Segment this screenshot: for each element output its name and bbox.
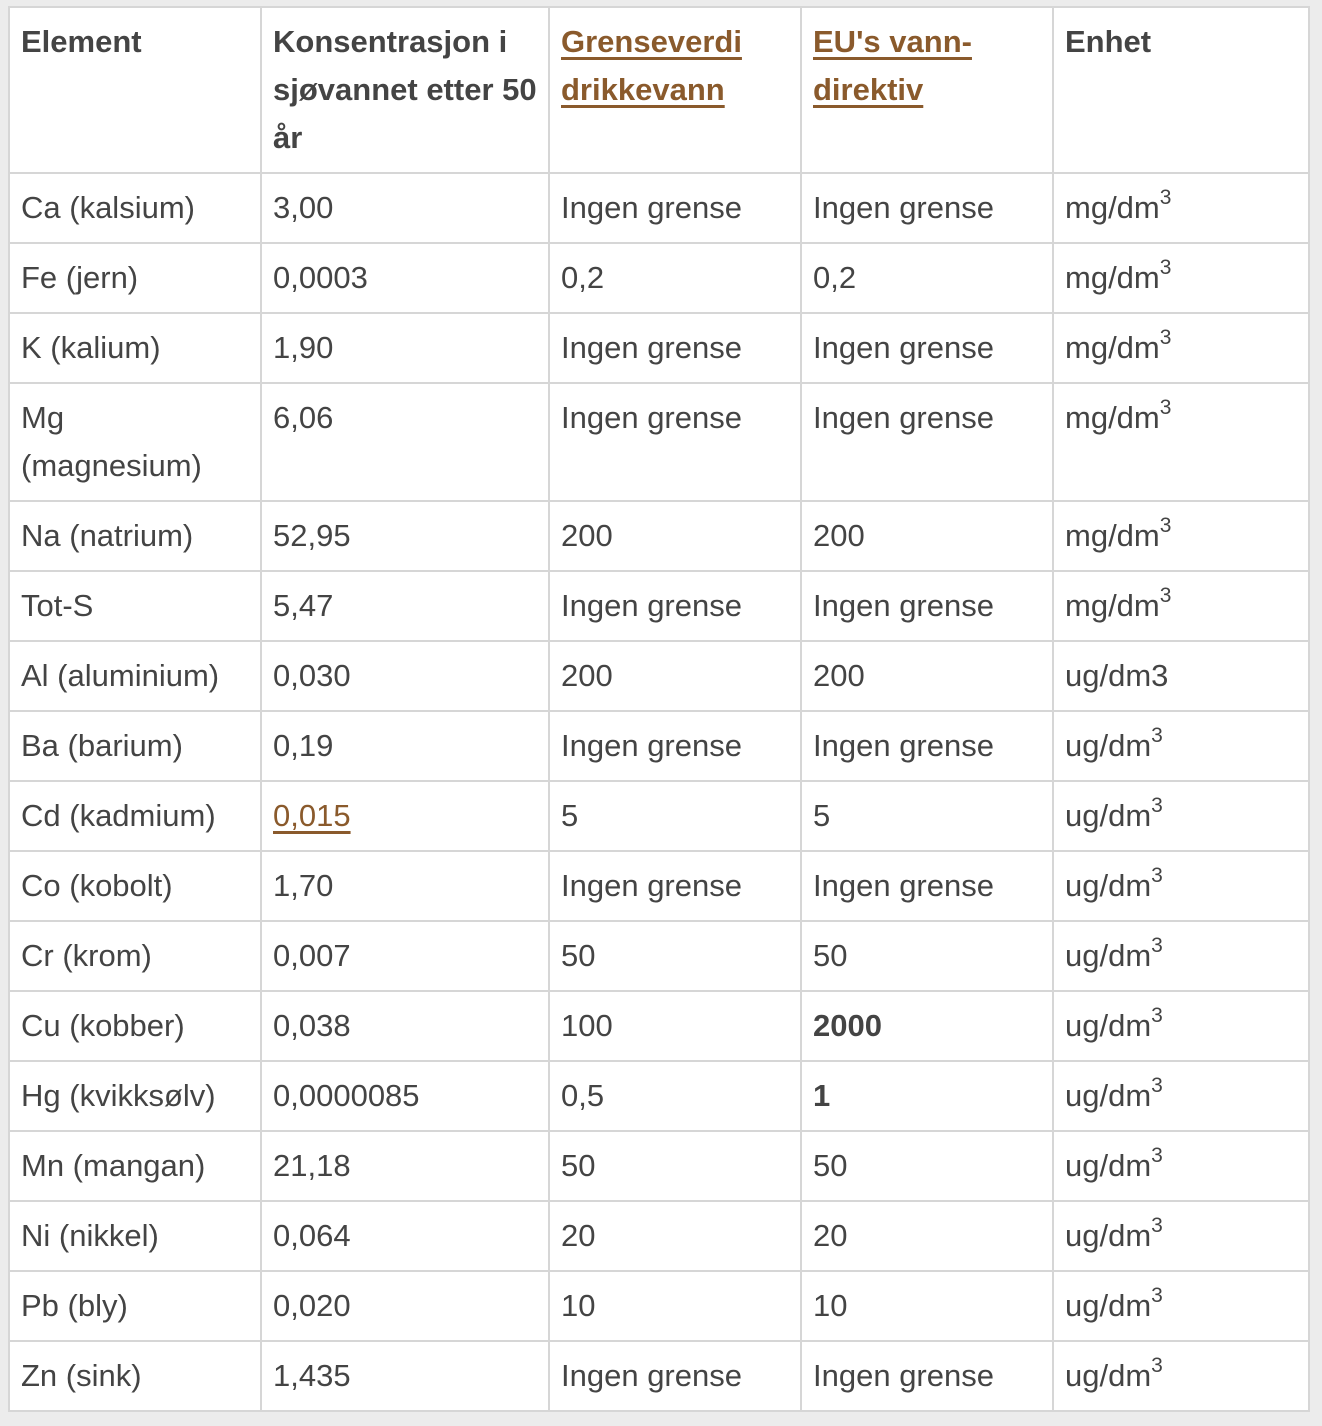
table-row [9,781,1309,851]
konsentrasjon-cell [261,711,549,781]
enhet-cell [1053,1061,1309,1131]
enhet-cell [1053,501,1309,571]
unit-base: ug/dm [1065,868,1152,903]
enhet-cell [1053,711,1309,781]
konsentrasjon-cell [261,1201,549,1271]
grenseverdi-value: 50 [561,1148,596,1183]
header-element-label: Element [21,24,142,59]
konsentrasjon-cell [261,571,549,641]
eu-direktiv-value: 1 [813,1078,831,1113]
enhet-cell [1053,1341,1309,1411]
unit-base: mg/dm [1065,518,1160,553]
header-konsentrasjon [261,7,549,173]
konsentrasjon-cell [261,991,549,1061]
element-cell [9,173,261,243]
eu-direktiv-value: Ingen grense [813,728,994,763]
enhet-cell [1053,1271,1309,1341]
unit-base: ug/dm [1065,1358,1152,1393]
grenseverdi-cell [549,1341,801,1411]
grenseverdi-cell [549,243,801,313]
grenseverdi-value: Ingen grense [561,400,742,435]
eu-direktiv-value: 50 [813,938,848,973]
element-value: Al (aluminium) [21,658,220,693]
enhet-cell [1053,991,1309,1061]
element-table-container [8,6,1308,1412]
grenseverdi-value: Ingen grense [561,190,742,225]
konsentrasjon-cell [261,313,549,383]
enhet-cell [1053,1131,1309,1201]
grenseverdi-value: 0,5 [561,1078,605,1113]
enhet-cell [1053,851,1309,921]
konsentrasjon-cell [261,383,549,501]
grenseverdi-value: 20 [561,1218,596,1253]
table-row [9,173,1309,243]
unit-exponent: 3 [1151,793,1163,817]
unit-base: mg/dm [1065,400,1160,435]
unit-base: ug/dm [1065,798,1152,833]
table-row [9,991,1309,1061]
unit-base: ug/dm [1065,1218,1152,1253]
unit-exponent: 3 [1151,1283,1163,1307]
eu-direktiv-value: 5 [813,798,831,833]
eu-direktiv-value: Ingen grense [813,1358,994,1393]
eu-direktiv-cell [801,501,1053,571]
grenseverdi-value: Ingen grense [561,868,742,903]
konsentrasjon-value: 5,47 [273,588,334,623]
konsentrasjon-value: 0,064 [273,1218,351,1253]
eu-direktiv-cell [801,1131,1053,1201]
unit-base: ug/dm [1065,938,1152,973]
eu-direktiv-value: 0,2 [813,260,857,295]
element-cell [9,991,261,1061]
header-eu-direktiv [801,7,1053,173]
element-cell [9,921,261,991]
enhet-cell [1053,243,1309,313]
konsentrasjon-value: 0,038 [273,1008,351,1043]
table-row [9,711,1309,781]
enhet-cell [1053,921,1309,991]
grenseverdi-value: 200 [561,518,613,553]
element-cell [9,711,261,781]
konsentrasjon-cell [261,1061,549,1131]
konsentrasjon-cell [261,921,549,991]
konsentrasjon-cell [261,243,549,313]
grenseverdi-cell [549,781,801,851]
unit-base: mg/dm [1065,330,1160,365]
table-row [9,851,1309,921]
unit-exponent: 3 [1159,325,1172,349]
unit-exponent: 3 [1159,513,1172,537]
grenseverdi-value: 5 [561,798,579,833]
grenseverdi-value: 100 [561,1008,613,1043]
element-value: Mg (magnesium) [21,400,202,483]
header-enhet-label: Enhet [1065,24,1152,59]
eu-direktiv-value: 200 [813,658,865,693]
element-cell [9,313,261,383]
unit-exponent: 3 [1151,1353,1163,1377]
unit-base: ug/dm3 [1065,658,1169,693]
konsentrasjon-value: 0,19 [273,728,334,763]
grenseverdi-cell [549,991,801,1061]
element-cell [9,383,261,501]
table-row [9,243,1309,313]
unit-base: ug/dm [1065,1148,1152,1183]
eu-direktiv-cell [801,571,1053,641]
table-header-row [9,7,1309,173]
enhet-cell [1053,641,1309,711]
element-value: K (kalium) [21,330,161,365]
header-enhet [1053,7,1309,173]
table-row [9,501,1309,571]
konsentrasjon-value: 0,020 [273,1288,351,1323]
konsentrasjon-cell [261,501,549,571]
eu-direktiv-value: 200 [813,518,865,553]
eu-direktiv-cell [801,1061,1053,1131]
konsentrasjon-value: 1,70 [273,868,334,903]
element-cell [9,781,261,851]
konsentrasjon-cell [261,641,549,711]
eu-direktiv-cell [801,1271,1053,1341]
unit-exponent: 3 [1151,1213,1163,1237]
element-value: Ba (barium) [21,728,183,763]
element-cell [9,1271,261,1341]
element-value: Hg (kvikksølv) [21,1078,216,1113]
unit-exponent: 3 [1159,255,1172,279]
unit-exponent: 3 [1151,723,1163,747]
grenseverdi-cell [549,711,801,781]
grenseverdi-cell [549,1131,801,1201]
konsentrasjon-value: 0,030 [273,658,351,693]
grenseverdi-value: Ingen grense [561,588,742,623]
unit-exponent: 3 [1151,1073,1163,1097]
element-cell [9,1131,261,1201]
table-row [9,1341,1309,1411]
eu-direktiv-value: Ingen grense [813,868,994,903]
grenseverdi-cell [549,851,801,921]
unit-exponent: 3 [1151,933,1163,957]
konsentrasjon-cell [261,1131,549,1201]
eu-direktiv-value: Ingen grense [813,588,994,623]
table-row [9,313,1309,383]
eu-direktiv-cell [801,921,1053,991]
grenseverdi-value: Ingen grense [561,330,742,365]
element-cell [9,1061,261,1131]
konsentrasjon-cell [261,1271,549,1341]
enhet-cell [1053,383,1309,501]
header-grenseverdi [549,7,801,173]
element-value: Tot-S [21,588,94,623]
eu-vanndirektiv-link[interactable]: EU's vann-direktiv [813,24,972,107]
konsentrasjon-value: 6,06 [273,400,334,435]
element-cell [9,641,261,711]
element-cell [9,501,261,571]
eu-direktiv-value: 50 [813,1148,848,1183]
grenseverdi-cell [549,1271,801,1341]
element-table [8,6,1310,1412]
konsentrasjon-cell [261,851,549,921]
element-value: Zn (sink) [21,1358,142,1393]
unit-base: ug/dm [1065,1288,1152,1323]
eu-direktiv-cell [801,243,1053,313]
enhet-cell [1053,313,1309,383]
table-row [9,383,1309,501]
eu-direktiv-value: 20 [813,1218,848,1253]
konsentrasjon-cell [261,173,549,243]
eu-direktiv-cell [801,1341,1053,1411]
konsentrasjon-value: 0,0003 [273,260,368,295]
grenseverdi-value: Ingen grense [561,1358,742,1393]
unit-exponent: 3 [1159,185,1172,209]
enhet-cell [1053,173,1309,243]
element-cell [9,243,261,313]
konsentrasjon-value: 0,007 [273,938,351,973]
konsentrasjon-value: 0,0000085 [273,1078,420,1113]
element-cell [9,571,261,641]
grenseverdi-cell [549,383,801,501]
element-value: Cr (krom) [21,938,152,973]
eu-direktiv-cell [801,641,1053,711]
grenseverdi-cell [549,313,801,383]
table-row [9,1061,1309,1131]
enhet-cell [1053,1201,1309,1271]
grenseverdi-value: 200 [561,658,613,693]
eu-direktiv-cell [801,851,1053,921]
unit-exponent: 3 [1151,1143,1163,1167]
grenseverdi-cell [549,173,801,243]
unit-exponent: 3 [1151,863,1163,887]
table-row [9,921,1309,991]
unit-base: mg/dm [1065,190,1160,225]
grenseverdi-value: 50 [561,938,596,973]
konsentrasjon-value: 52,95 [273,518,351,553]
grenseverdi-drikkevann-link[interactable]: Grenseverdi drikkevann [561,24,742,107]
enhet-cell [1053,781,1309,851]
grenseverdi-cell [549,641,801,711]
unit-exponent: 3 [1151,1003,1163,1027]
element-value: Na (natrium) [21,518,194,553]
grenseverdi-cell [549,1201,801,1271]
element-value: Mn (mangan) [21,1148,206,1183]
konsentrasjon-value: 21,18 [273,1148,351,1183]
grenseverdi-cell [549,1061,801,1131]
element-value: Ca (kalsium) [21,190,195,225]
element-value: Cd (kadmium) [21,798,216,833]
grenseverdi-value: Ingen grense [561,728,742,763]
eu-direktiv-value: Ingen grense [813,330,994,365]
enhet-cell [1053,571,1309,641]
eu-direktiv-value: Ingen grense [813,400,994,435]
element-value: Ni (nikkel) [21,1218,159,1253]
unit-base: ug/dm [1065,728,1152,763]
header-konsentrasjon-label: Konsentrasjon i sjøvannet etter 50 år [273,24,537,155]
konsentrasjon-value: 1,435 [273,1358,351,1393]
unit-base: ug/dm [1065,1008,1152,1043]
table-row [9,571,1309,641]
unit-base: mg/dm [1065,260,1160,295]
unit-exponent: 3 [1159,395,1172,419]
eu-direktiv-value: 10 [813,1288,848,1323]
eu-direktiv-cell [801,313,1053,383]
eu-direktiv-cell [801,991,1053,1061]
eu-direktiv-value: Ingen grense [813,190,994,225]
table-row [9,641,1309,711]
unit-base: mg/dm [1065,588,1160,623]
grenseverdi-cell [549,921,801,991]
konsentrasjon-value: 1,90 [273,330,334,365]
konsentrasjon-cell [261,1341,549,1411]
grenseverdi-value: 10 [561,1288,596,1323]
table-row [9,1201,1309,1271]
grenseverdi-cell [549,501,801,571]
unit-base: ug/dm [1065,1078,1152,1113]
eu-direktiv-cell [801,711,1053,781]
element-value: Pb (bly) [21,1288,128,1323]
element-cell [9,1201,261,1271]
element-value: Cu (kobber) [21,1008,185,1043]
konsentrasjon-cell [261,781,549,851]
eu-direktiv-cell [801,1201,1053,1271]
table-row [9,1271,1309,1341]
unit-exponent: 3 [1159,583,1172,607]
eu-direktiv-cell [801,383,1053,501]
element-cell [9,1341,261,1411]
element-value: Co (kobolt) [21,868,173,903]
table-row [9,1131,1309,1201]
element-value: Fe (jern) [21,260,139,295]
eu-direktiv-cell [801,781,1053,851]
grenseverdi-value: 0,2 [561,260,605,295]
grenseverdi-cell [549,571,801,641]
eu-direktiv-cell [801,173,1053,243]
konsentrasjon-link[interactable]: 0,015 [273,798,351,833]
element-cell [9,851,261,921]
header-element [9,7,261,173]
eu-direktiv-value: 2000 [813,1008,882,1043]
konsentrasjon-value: 3,00 [273,190,334,225]
